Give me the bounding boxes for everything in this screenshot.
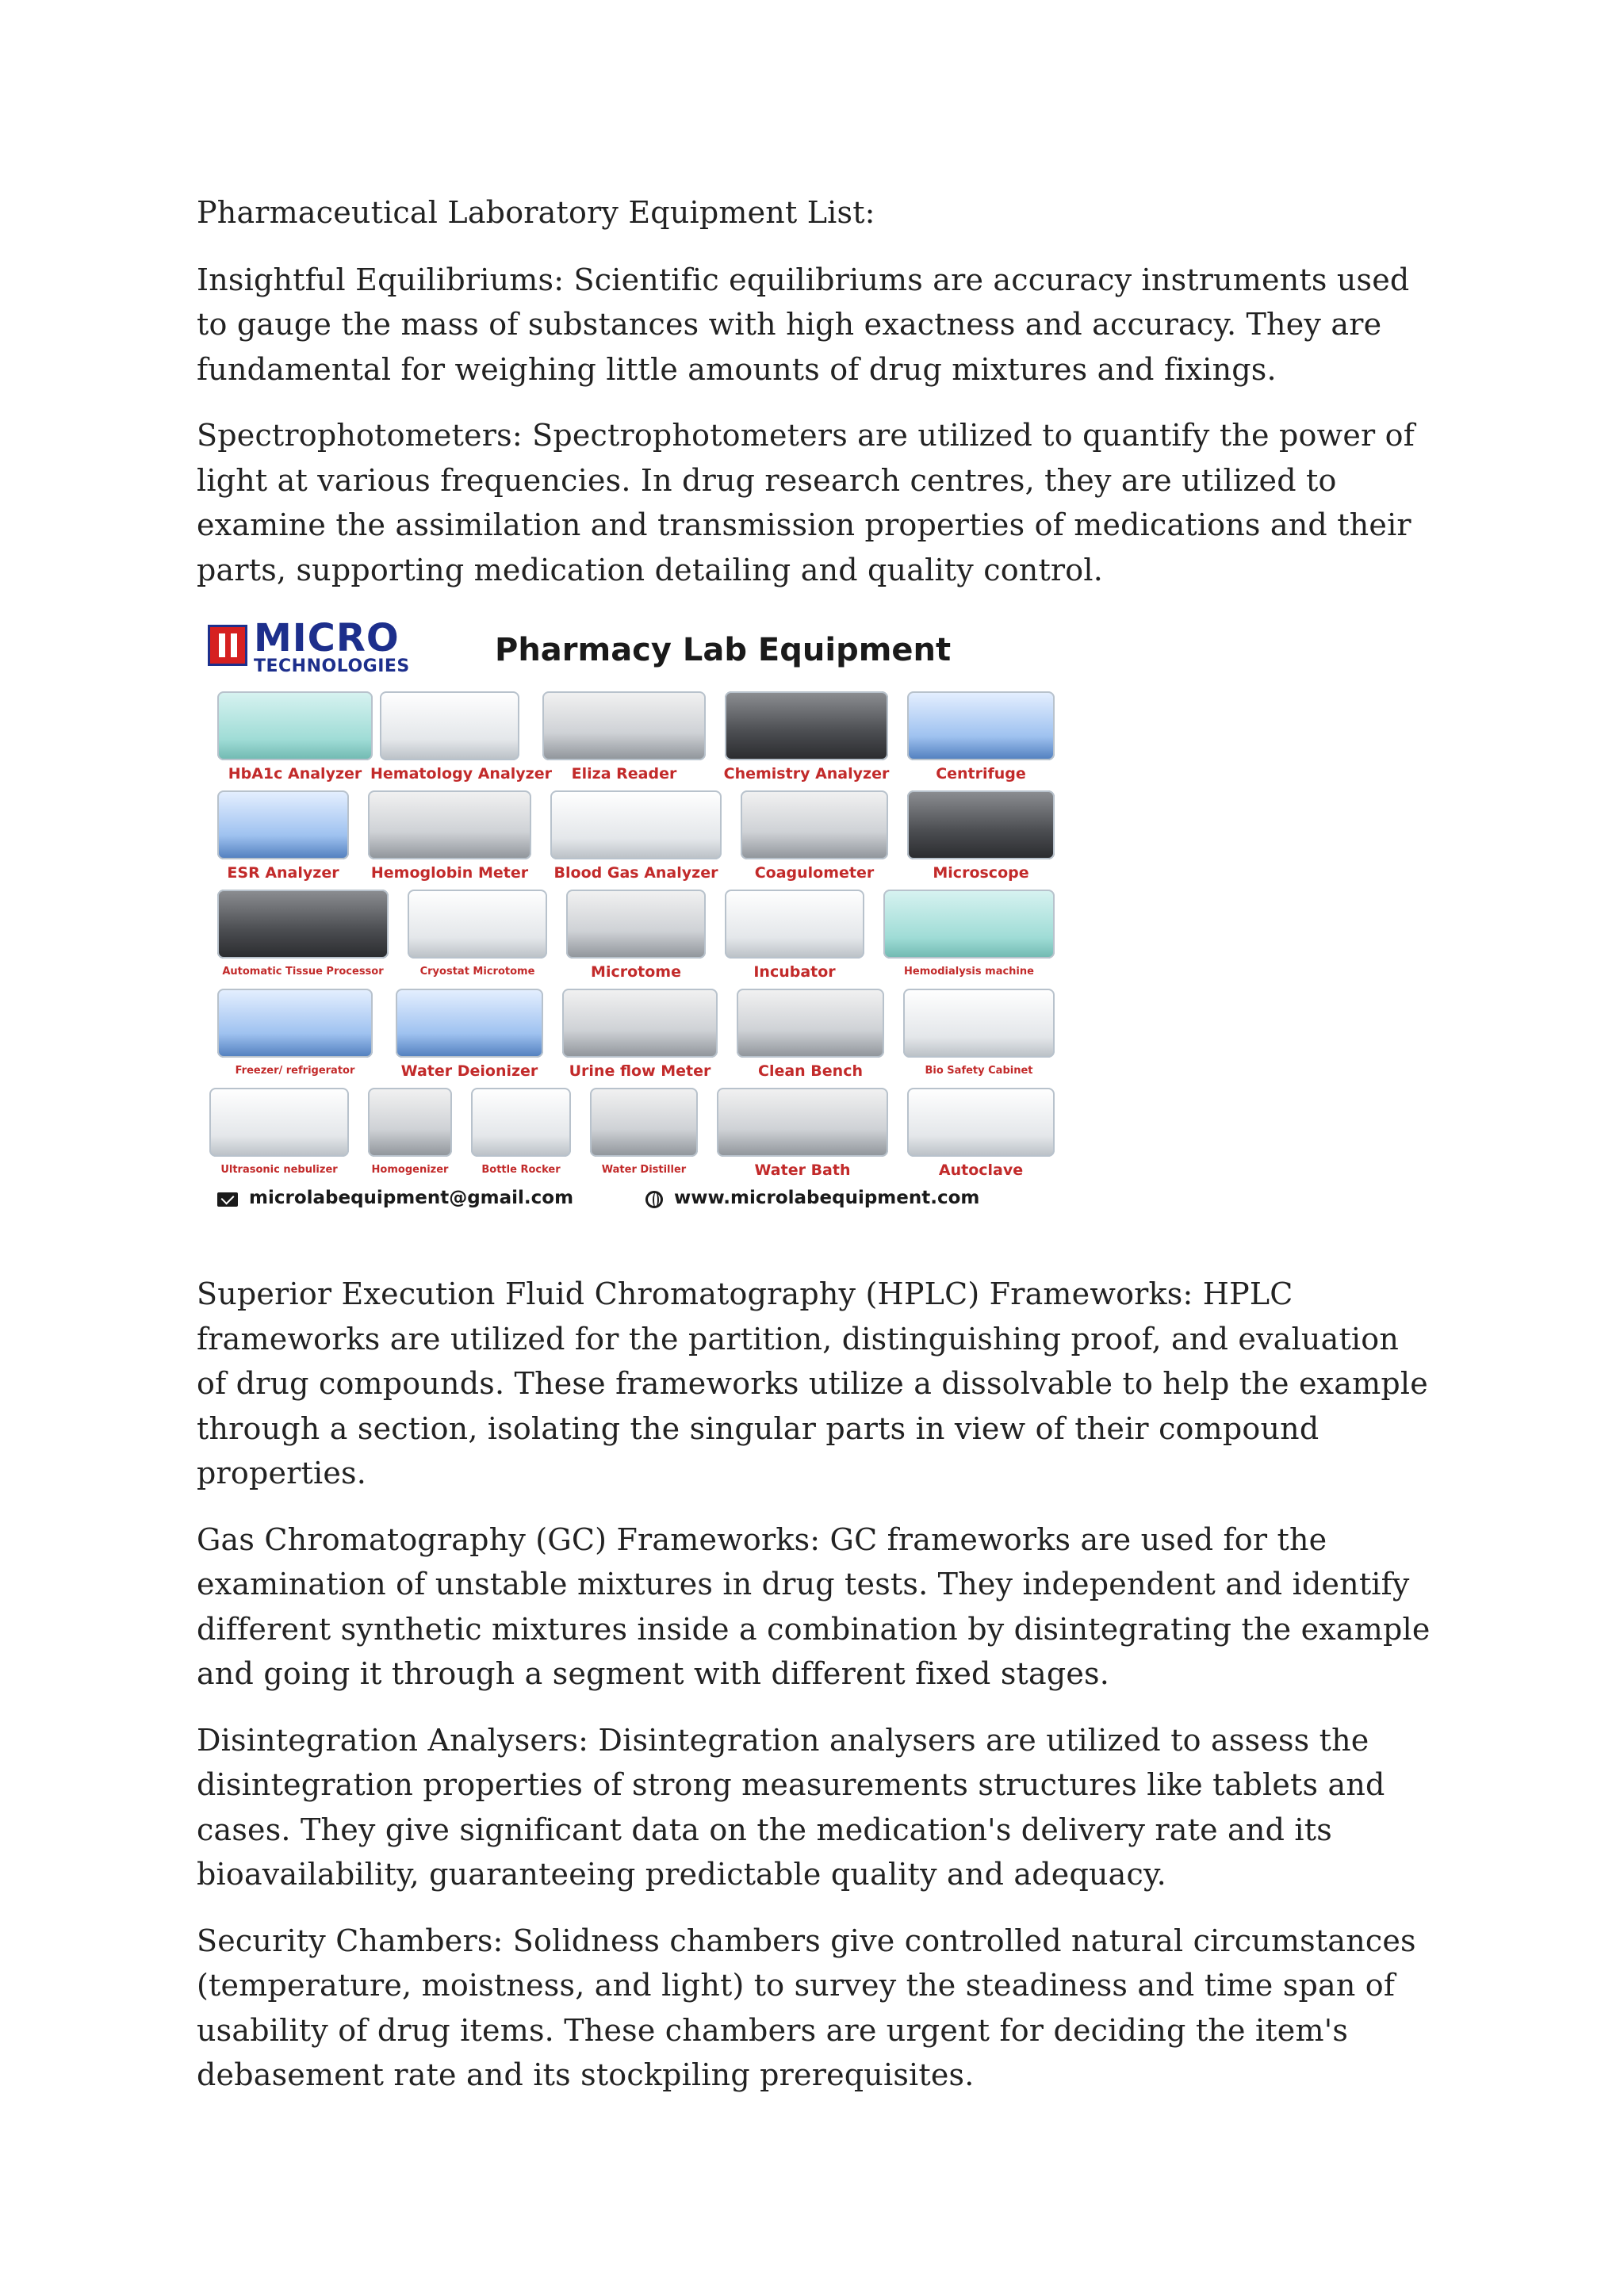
equipment-label: Urine flow Meter: [569, 1062, 711, 1080]
equipment-label: Automatic Tissue Processor: [222, 966, 384, 978]
equipment-label: Blood Gas Analyzer: [553, 864, 718, 882]
paragraph-dissolution: Disintegration Analysers: Disintegration analysers are utilized to assess the disintegration properties of strong measurements structures like tablets and cases. They give significant data on the medication's delivery rate and its bioavailability, guaranteeing predictable quality and adequacy.: [197, 1722, 1385, 1892]
equipment-item: [874, 886, 1064, 985]
equipment-item: [715, 688, 898, 787]
equipment-item: [370, 688, 552, 787]
equipment-item: [358, 787, 541, 886]
brand-main: MICRO: [254, 616, 400, 660]
poster-header: [208, 617, 1064, 675]
hba1c-analyzer-icon: [217, 691, 373, 760]
equipment-item: [208, 886, 398, 985]
pharmacy-lab-equipment-image: [200, 612, 1072, 1238]
equipment-label: Water Distiller: [601, 1164, 687, 1176]
equipment-item: [533, 688, 715, 787]
microtome-icon: [566, 890, 706, 959]
equipment-item: [898, 688, 1064, 787]
micro-logo-icon: [208, 625, 247, 666]
freezer-refrigerator-icon: [217, 989, 373, 1058]
poster-footer: [217, 1184, 1058, 1216]
hematology-analyzer-icon: [380, 691, 519, 760]
contact-email: microlabequipment@gmail.com: [249, 1188, 574, 1208]
bio-safety-cabinet-icon: [903, 989, 1055, 1058]
chemistry-analyzer-icon: [725, 691, 888, 760]
equipment-item: [894, 985, 1064, 1085]
hemodialysis-machine-icon: [883, 890, 1055, 959]
equipment-item: [727, 985, 894, 1085]
equipment-item: [386, 985, 553, 1085]
paragraph-hplc: Superior Execution Fluid Chromatography (HPLC) Frameworks: HPLC frameworks are utilized for the partition, distinguishing proof, and evaluation of drug compounds. These frameworks utilize a dissolvable to help the example through a section, isolating the singular parts in view of their compound properties.: [197, 1276, 1428, 1490]
equipment-label: Hematology Analyzer: [370, 765, 552, 783]
cryostat-microtome-icon: [408, 890, 547, 959]
equipment-item: [898, 1085, 1064, 1184]
paragraph-spectrophotometers: Spectrophotometers: Spectrophotometers are utilized to quantify the power of light at various frequencies. In drug research centres, they are utilized to examine the assimilation and transmission properties of medications and their parts, supporting medication detailing and quality control.: [197, 418, 1415, 587]
equipment-item: [200, 1085, 358, 1184]
equipment-item: [208, 688, 382, 787]
equipment-label: HbA1c Analyzer: [228, 765, 362, 783]
homogenizer-icon: [368, 1088, 452, 1157]
equipment-label: Hemodialysis machine: [904, 966, 1034, 978]
microscope-icon: [907, 790, 1055, 859]
urine-flow-meter-icon: [562, 989, 718, 1058]
paragraph-stability-chambers: Security Chambers: Solidness chambers give controlled natural circumstances (temperature, moistness, and light) to survey the steadiness and time span of usability of drug items. These chambers are urgent for deciding the item's debasement rate and its stockpiling prerequisites.: [197, 1923, 1416, 2092]
equipment-item: [553, 985, 727, 1085]
equipment-label: ESR Analyzer: [227, 864, 339, 882]
equipment-item: [707, 1085, 898, 1184]
equipment-label: Microtome: [591, 963, 681, 981]
equipment-label: Incubator: [753, 963, 836, 981]
autoclave-icon: [907, 1088, 1055, 1157]
equipment-label: Water Bath: [754, 1161, 851, 1179]
equipment-label: Centrifuge: [936, 765, 1026, 783]
automatic-tissue-processor-icon: [217, 890, 389, 959]
equipment-item: [898, 787, 1064, 886]
equipment-item: [358, 1085, 462, 1184]
equipment-label: Clean Bench: [758, 1062, 863, 1080]
equipment-label: Freezer/ refrigerator: [235, 1065, 355, 1077]
equipment-item: [557, 886, 715, 985]
equipment-item: [715, 886, 874, 985]
water-bath-icon: [717, 1088, 888, 1157]
equipment-row: [200, 985, 1072, 1085]
equipment-item: [398, 886, 557, 985]
equipment-item: [580, 1085, 707, 1184]
paragraph-gc: Gas Chromatography (GC) Frameworks: GC frameworks are used for the examination of unstable mixtures in drug tests. They independent and identify different synthetic mixtures inside a combination by disintegrating the example and going it through a segment with different fixed stages.: [197, 1521, 1431, 1691]
mail-icon: [217, 1192, 238, 1207]
equipment-label: Cryostat Microtome: [419, 966, 535, 978]
equipment-label: Bio Safety Cabinet: [925, 1065, 1033, 1077]
equipment-grid: [200, 688, 1072, 1184]
equipment-row: [200, 1085, 1072, 1184]
document-page: [197, 190, 1434, 2119]
equipment-label: Homogenizer: [371, 1164, 449, 1176]
equipment-label: Water Deionizer: [400, 1062, 538, 1080]
equipment-item: [208, 985, 382, 1085]
poster-title: Pharmacy Lab Equipment: [495, 632, 952, 668]
brand-sub: TECHNOLOGIES: [254, 656, 410, 676]
document-title: Pharmaceutical Laboratory Equipment List:: [197, 195, 875, 230]
equipment-item: [462, 1085, 580, 1184]
hemoglobin-meter-icon: [368, 790, 531, 859]
equipment-label: Ultrasonic nebulizer: [220, 1164, 338, 1176]
equipment-label: Eliza Reader: [571, 765, 677, 783]
water-deionizer-icon: [396, 989, 543, 1058]
equipment-label: Bottle Rocker: [481, 1164, 561, 1176]
equipment-row: [200, 787, 1072, 886]
contact-website: www.microlabequipment.com: [674, 1188, 980, 1208]
globe-icon: [645, 1191, 663, 1208]
coagulometer-icon: [741, 790, 888, 859]
ultrasonic-nebulizer-icon: [209, 1088, 349, 1157]
equipment-row: [200, 886, 1072, 985]
equipment-row: [200, 688, 1072, 787]
clean-bench-icon: [737, 989, 884, 1058]
eliza-reader-icon: [542, 691, 706, 760]
incubator-icon: [725, 890, 864, 959]
equipment-label: Autoclave: [938, 1161, 1024, 1179]
equipment-label: Chemistry Analyzer: [723, 765, 890, 783]
water-distiller-icon: [590, 1088, 698, 1157]
equipment-label: Coagulometer: [754, 864, 875, 882]
paragraph-analytical-balances: Insightful Equilibriums: Scientific equilibriums are accuracy instruments used to gauge the mass of substances with high exactness and accuracy. They are fundamental for weighing little amounts of drug mixtures and fixings.: [197, 262, 1410, 387]
equipment-label: Hemoglobin Meter: [370, 864, 529, 882]
equipment-item: [541, 787, 731, 886]
centrifuge-icon: [907, 691, 1055, 760]
esr-analyzer-icon: [217, 790, 349, 859]
blood-gas-analyzer-icon: [550, 790, 722, 859]
equipment-item: [208, 787, 358, 886]
equipment-item: [731, 787, 898, 886]
bottle-rocker-icon: [471, 1088, 571, 1157]
equipment-label: Microscope: [933, 864, 1029, 882]
